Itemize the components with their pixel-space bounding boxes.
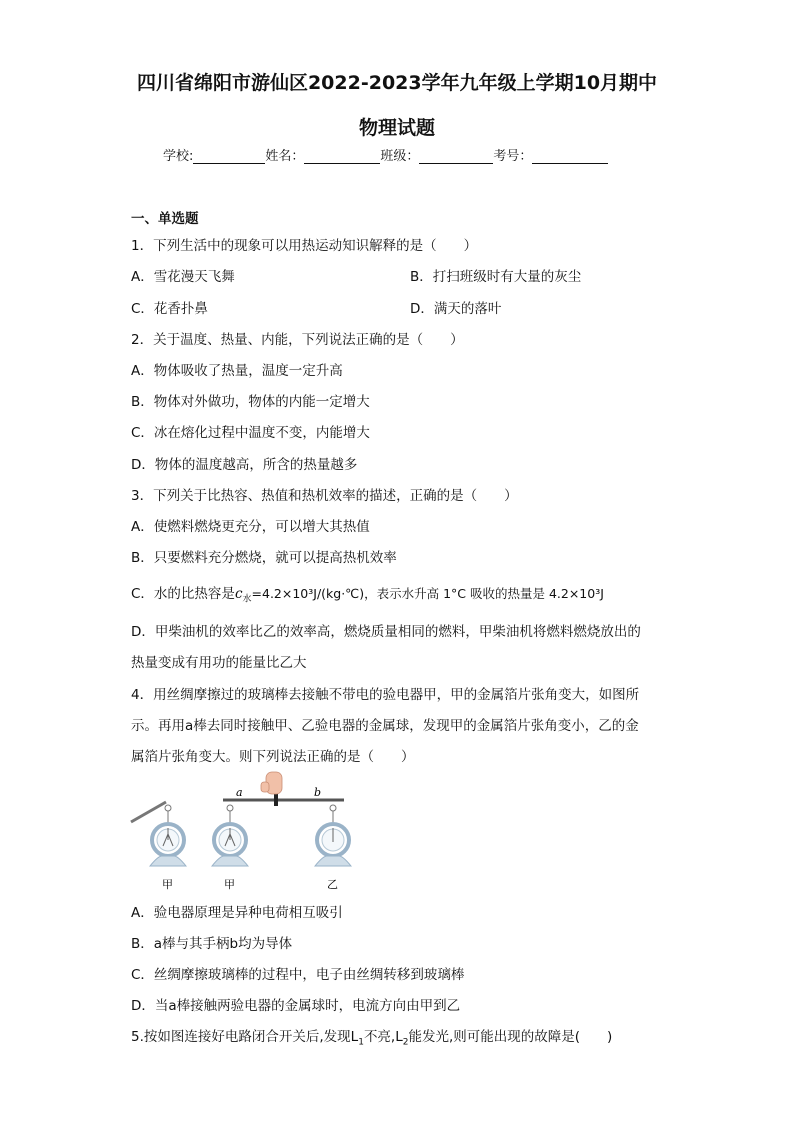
class-label: 班级： [380,149,420,164]
q2-stem: 2．关于温度、热量、内能，下列说法正确的是（ ） [131,332,464,348]
hand-icon [261,772,282,794]
q5-l1: L [350,1029,359,1045]
q1-option-c: C．花香扑鼻 [131,301,208,317]
q1-option-d: D．满天的落叶 [410,301,502,317]
q4-stem-line3: 属箔片张角变大。则下列说法正确的是（ ） [131,749,415,765]
q4-option-c: C．丝绸摩擦玻璃棒的过程中，电子由丝绸转移到玻璃棒 [131,967,465,983]
q3-c-variable: c [234,586,243,602]
q3-option-d-line1: D．甲柴油机的效率比乙的效率高，燃烧质量相同的燃料，甲柴油机将燃料燃烧放出的 [131,624,641,640]
name-label: 姓名： [265,149,305,164]
q2-option-a: A．物体吸收了热量，温度一定升高 [131,363,343,379]
q5-text-2: 不亮, [363,1029,396,1045]
electroscope-yi [315,805,351,866]
q3-option-c [131,582,604,605]
q4-option-a: A．验电器原理是异种电荷相互吸引 [131,905,343,921]
electroscope-jia-1 [150,805,186,866]
student-info-row [163,145,608,164]
q5-l1-subscript: 1 [358,1037,364,1048]
school-field[interactable] [193,149,265,164]
name-field[interactable] [304,149,380,164]
q2-option-c: C．冰在熔化过程中温度不变，内能增大 [131,425,370,441]
q3-option-a: A．使燃料燃烧更充分，可以增大其热值 [131,519,370,535]
electroscope-jia-2 [212,805,248,866]
label-jia-2: 甲 [224,878,235,891]
label-jia-1: 甲 [162,878,173,891]
title-line-2: 物理试题 [358,117,435,139]
q4-stem-line1: 4．用丝绸摩擦过的玻璃棒去接触不带电的验电器甲，甲的金属箔片张角变大，如图所 [131,687,640,703]
glass-rod [131,802,166,822]
q4-stem-line2: 示。再用a棒去同时接触甲、乙验电器的金属球，发现甲的金属箔片张角变小，乙的金 [131,718,639,734]
q1-stem: 1．下列生活中的现象可以用热运动知识解释的是（ ） [131,238,478,254]
q3-option-b: B．只要燃料充分燃烧，就可以提高热机效率 [131,550,397,566]
q3-c-subscript: 水 [242,594,252,605]
q3-stem: 3．下列关于比热容、热值和热机效率的描述，正确的是（ ） [131,488,518,504]
q2-option-b: B．物体对外做功，物体的内能一定增大 [131,394,370,410]
school-label: 学校: [163,149,194,164]
title-line-1: 四川省绵阳市游仙区2022-2023学年九年级上学期10月期中 [136,72,658,94]
q5-text-1: 5.按如图连接好电路闭合开关后,发现 [131,1029,351,1045]
number-label: 考号： [493,149,533,164]
q1-option-a: A．雪花漫天飞舞 [131,269,235,285]
q3-c-formula: =4.2×10³J/(kg·℃)，表示水升高 1°C 吸收的热量是 4.2×10³J [251,586,604,601]
q1-option-b: B．打扫班级时有大量的灰尘 [410,269,582,285]
number-field[interactable] [532,149,608,164]
q5-text-3: 能发光,则可能出现的故障是( ) [408,1029,613,1045]
q4-option-b: B．a棒与其手柄b均为导体 [131,936,293,952]
class-field[interactable] [419,149,493,164]
electroscope-figure [128,770,358,895]
rod-handle-b [274,794,278,806]
q5-l2-subscript: 2 [402,1037,409,1048]
q3-option-d-line2: 热量变成有用功的能量比乙大 [131,655,307,671]
q4-option-d: D．当a棒接触两验电器的金属球时，电流方向由甲到乙 [131,998,461,1014]
q2-option-d: D．物体的温度越高，所含的热量越多 [131,457,358,473]
label-b: b [314,786,322,799]
section-heading: 一、单选题 [131,211,199,227]
q5-l2: L [395,1029,403,1045]
q5-stem [131,1025,612,1048]
label-a: a [236,786,243,799]
q3-c-text: C．水的比热容是 [131,586,235,602]
label-yi: 乙 [327,878,338,891]
